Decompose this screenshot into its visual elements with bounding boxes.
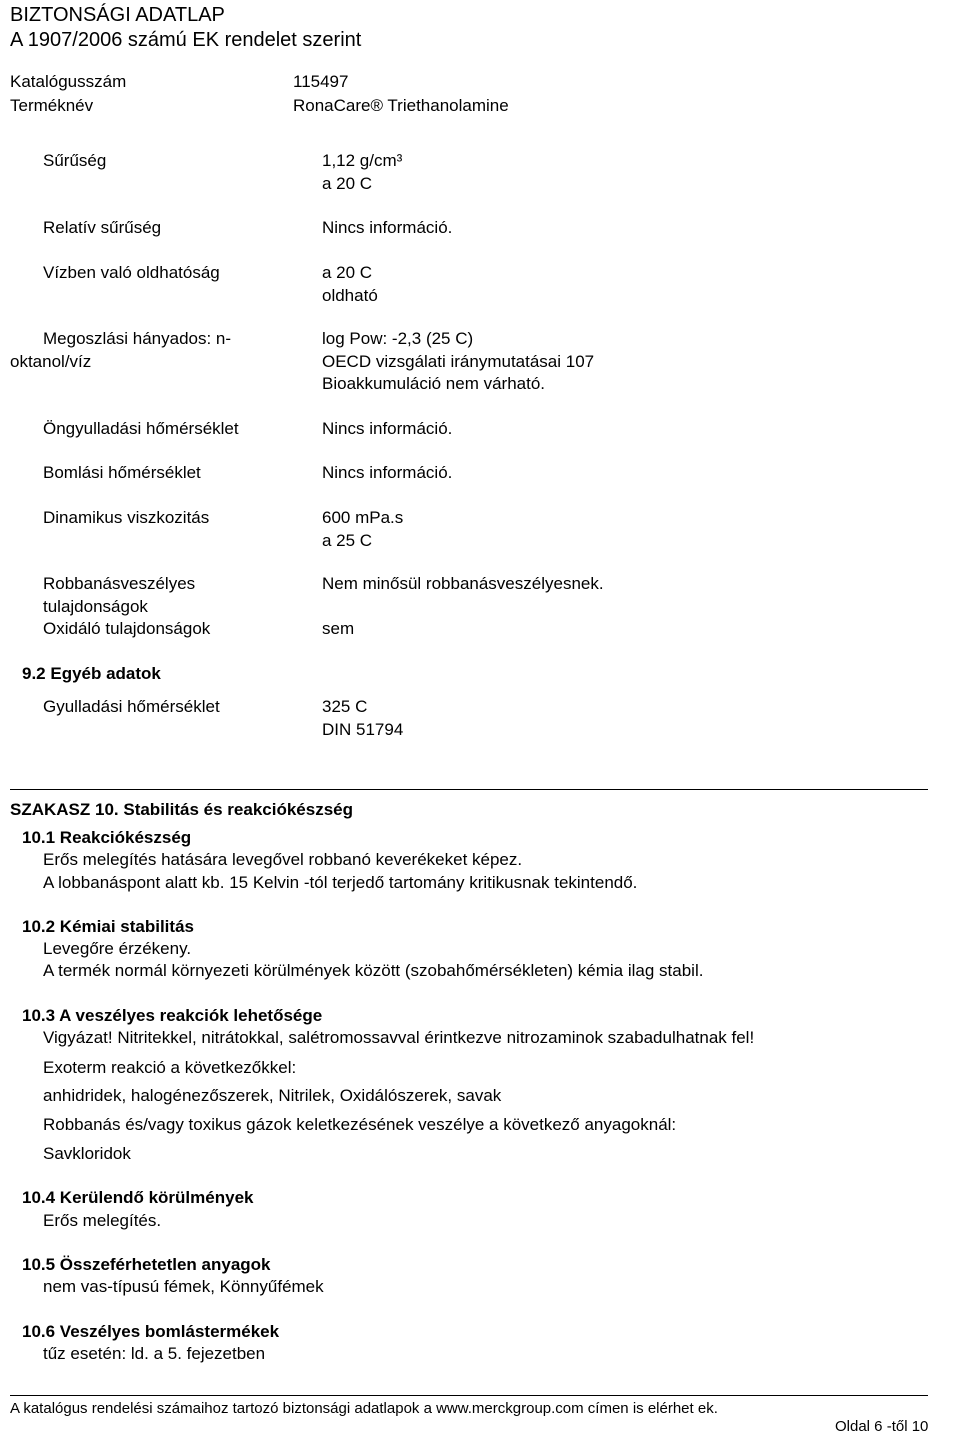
property-value: log Pow: -2,3 (25 C) — [322, 329, 474, 348]
property-label: Gyulladási hőmérséklet — [43, 697, 220, 716]
body-text: A lobbanáspont alatt kb. 15 Kelvin -tól terjedő tartomány kritikusnak tekintendő. — [43, 873, 638, 892]
property-label: Bomlási hőmérséklet — [43, 463, 201, 482]
property-value: 325 C — [322, 697, 368, 716]
document-subtitle: A 1907/2006 számú EK rendelet szerint — [10, 29, 362, 51]
property-value: a 20 C — [322, 263, 373, 282]
body-text: Vigyázat! Nitritekkel, nitrátokkal, salétromossavval érintkezve nitrozaminok szabadulhatnak fel! — [43, 1028, 755, 1047]
body-text: Savkloridok — [43, 1144, 131, 1163]
property-label: Robbanásveszélyes — [43, 574, 196, 593]
section-heading-10: SZAKASZ 10. Stabilitás és reakciókészség — [10, 800, 353, 819]
document-title: BIZTONSÁGI ADATLAP — [10, 4, 225, 26]
property-value: Bioakkumuláció nem várható. — [322, 374, 546, 393]
property-value: sem — [322, 619, 355, 638]
property-label: oktanol/víz — [10, 352, 92, 371]
subsection-heading: 10.3 A veszélyes reakciók lehetősége — [22, 1006, 323, 1025]
body-text: nem vas-típusú fémek, Könnyűfémek — [43, 1277, 324, 1296]
property-value: OECD vizsgálati iránymutatásai 107 — [322, 352, 595, 371]
section-heading-9-2: 9.2 Egyéb adatok — [22, 664, 161, 683]
property-label: Öngyulladási hőmérséklet — [43, 419, 239, 438]
property-label: Vízben való oldhatóság — [43, 263, 220, 282]
body-text: Levegőre érzékeny. — [43, 939, 192, 958]
property-value: Nem minősül robbanásveszélyesnek. — [322, 574, 604, 593]
product-value: RonaCare® Triethanolamine — [293, 96, 509, 115]
subsection-heading: 10.5 Összeférhetetlen anyagok — [22, 1255, 271, 1274]
property-label: Sűrűség — [43, 151, 107, 170]
catalog-label: Katalógusszám — [10, 72, 127, 91]
section-divider — [10, 789, 928, 790]
body-text: Erős melegítés hatására levegővel robbanó keverékeket képez. — [43, 850, 523, 869]
property-value: a 20 C — [322, 174, 373, 193]
product-label: Terméknév — [10, 96, 94, 115]
body-text: anhidridek, halogénezőszerek, Nitrilek, Oxidálószerek, savak — [43, 1086, 502, 1105]
property-label: Megoszlási hányados: n- — [43, 329, 232, 348]
property-value: oldható — [322, 286, 378, 305]
body-text: Exoterm reakció a következőkkel: — [43, 1058, 297, 1077]
footer-note: A katalógus rendelési számaihoz tartozó biztonsági adatlapok a www.merckgroup.com címen is elérhet ek. — [10, 1400, 718, 1417]
property-label: tulajdonságok — [43, 597, 148, 616]
body-text: A termék normál környezeti körülmények között (szobahőmérsékleten) kémia ilag stabil. — [43, 961, 704, 980]
footer-divider — [10, 1395, 928, 1396]
property-value: 600 mPa.s — [322, 508, 404, 527]
body-text: Erős melegítés. — [43, 1211, 162, 1230]
subsection-heading: 10.6 Veszélyes bomlástermékek — [22, 1322, 280, 1341]
property-label: Dinamikus viszkozitás — [43, 508, 210, 527]
catalog-value: 115497 — [293, 72, 349, 91]
body-text: tűz esetén: ld. a 5. fejezetben — [43, 1344, 266, 1363]
property-value: Nincs információ. — [322, 463, 453, 482]
property-value: 1,12 g/cm³ — [322, 151, 403, 170]
subsection-heading: 10.2 Kémiai stabilitás — [22, 917, 194, 936]
property-value: Nincs információ. — [322, 419, 453, 438]
property-value: DIN 51794 — [322, 720, 404, 739]
property-value: a 25 C — [322, 531, 373, 550]
body-text: Robbanás és/vagy toxikus gázok keletkezésének veszélye a következő anyagoknál: — [43, 1115, 677, 1134]
subsection-heading: 10.1 Reakciókészség — [22, 828, 192, 847]
subsection-heading: 10.4 Kerülendő körülmények — [22, 1188, 254, 1207]
property-label: Oxidáló tulajdonságok — [43, 619, 211, 638]
property-label: Relatív sűrűség — [43, 218, 162, 237]
property-value: Nincs információ. — [322, 218, 453, 237]
page-number: Oldal 6 -től 10 — [835, 1418, 929, 1435]
